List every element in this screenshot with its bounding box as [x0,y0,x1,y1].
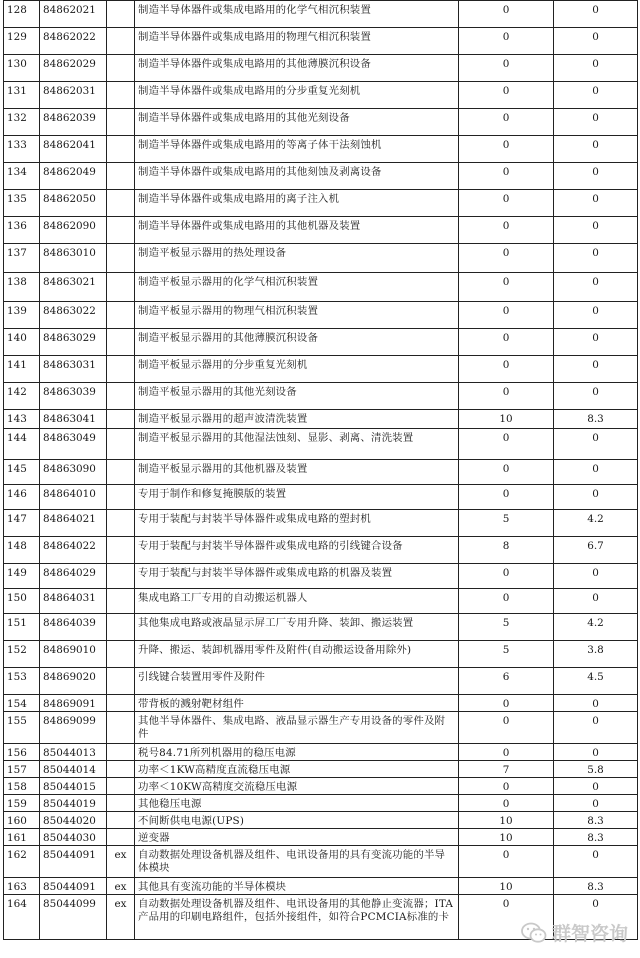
rate1-cell: 0 [459,895,554,940]
code-cell: 84863041 [40,410,107,429]
table-row [4,761,638,778]
code-cell: 84864039 [40,614,107,641]
ex-cell [107,1,135,28]
table-row [4,510,638,537]
ex-cell [107,55,135,82]
rate2-cell: 0 [554,190,638,217]
seq-cell: 128 [4,1,40,28]
ex-cell [107,429,135,460]
ex-cell [107,641,135,668]
code-cell: 84864021 [40,510,107,537]
ex-cell [107,589,135,614]
rate2-cell: 0 [554,55,638,82]
rate1-cell: 0 [459,55,554,82]
code-cell: 85044020 [40,812,107,829]
rate2-cell: 8.3 [554,829,638,846]
ex-cell [107,712,135,744]
code-cell: 84863022 [40,302,107,329]
description-cell: 逆变器 [135,829,459,846]
rate2-cell: 5.8 [554,761,638,778]
rate2-cell: 8.3 [554,410,638,429]
tariff-table-body [4,1,638,940]
description-cell: 制造平板显示器用的其他湿法蚀刻、显影、剥离、清洗装置 [135,429,459,460]
rate1-cell: 0 [459,778,554,795]
description-cell: 制造平板显示器用的物理气相沉积装置 [135,302,459,329]
description-cell: 制造半导体器件或集成电路用的分步重复光刻机 [135,82,459,109]
ex-cell [107,136,135,163]
code-cell: 84869020 [40,668,107,695]
seq-cell: 151 [4,614,40,641]
rate2-cell: 6.7 [554,537,638,564]
rate2-cell: 0 [554,589,638,614]
rate1-cell: 10 [459,410,554,429]
ex-cell [107,778,135,795]
rate2-cell: 0 [554,217,638,244]
ex-cell [107,460,135,485]
ex-cell [107,485,135,510]
table-row [4,302,638,329]
rate2-cell: 0 [554,712,638,744]
code-cell: 85044019 [40,795,107,812]
description-cell: 引线键合装置用零件及附件 [135,668,459,695]
description-cell: 制造平板显示器用的超声波清洗装置 [135,410,459,429]
rate2-cell: 0 [554,356,638,383]
description-cell: 制造半导体器件或集成电路用的离子注入机 [135,190,459,217]
rate2-cell: 0 [554,28,638,55]
seq-cell: 141 [4,356,40,383]
rate2-cell: 0 [554,136,638,163]
ex-cell [107,190,135,217]
seq-cell: 154 [4,695,40,712]
seq-cell: 147 [4,510,40,537]
rate2-cell: 0 [554,744,638,761]
code-cell: 84862090 [40,217,107,244]
seq-cell: 155 [4,712,40,744]
description-cell: 制造平板显示器用的其他机器及装置 [135,460,459,485]
rate2-cell: 0 [554,485,638,510]
table-row [4,878,638,895]
table-row [4,55,638,82]
description-cell: 其他半导体器件、集成电路、液晶显示器生产专用设备的零件及附件 [135,712,459,744]
description-cell: 其他具有变流功能的半导体模块 [135,878,459,895]
seq-cell: 153 [4,668,40,695]
table-row [4,190,638,217]
description-cell: 专用于装配与封装半导体器件或集成电路的引线键合设备 [135,537,459,564]
ex-cell [107,564,135,589]
table-row [4,589,638,614]
seq-cell: 143 [4,410,40,429]
seq-cell: 134 [4,163,40,190]
description-cell: 制造半导体器件或集成电路用的物理气相沉积装置 [135,28,459,55]
rate1-cell: 0 [459,485,554,510]
rate2-cell: 8.3 [554,812,638,829]
rate2-cell: 0 [554,329,638,356]
description-cell: 专用于装配与封装半导体器件或集成电路的塑封机 [135,510,459,537]
table-row [4,410,638,429]
seq-cell: 145 [4,460,40,485]
rate1-cell: 0 [459,28,554,55]
description-cell: 专用于装配与封装半导体器件或集成电路的机器及装置 [135,564,459,589]
ex-cell [107,244,135,273]
code-cell: 85044030 [40,829,107,846]
seq-cell: 144 [4,429,40,460]
rate1-cell: 0 [459,356,554,383]
rate2-cell: 0 [554,460,638,485]
table-row [4,846,638,878]
table-row [4,217,638,244]
seq-cell: 162 [4,846,40,878]
code-cell: 84864010 [40,485,107,510]
rate2-cell: 0 [554,163,638,190]
seq-cell: 160 [4,812,40,829]
rate1-cell: 0 [459,744,554,761]
code-cell: 84862041 [40,136,107,163]
seq-cell: 130 [4,55,40,82]
ex-cell [107,537,135,564]
rate2-cell: 4.2 [554,614,638,641]
code-cell: 84864031 [40,589,107,614]
rate1-cell: 5 [459,641,554,668]
ex-cell [107,510,135,537]
rate2-cell: 4.2 [554,510,638,537]
table-row [4,695,638,712]
code-cell: 84864022 [40,537,107,564]
rate1-cell: 0 [459,589,554,614]
rate1-cell: 0 [459,109,554,136]
wechat-icon [521,922,547,944]
table-row [4,537,638,564]
code-cell: 85044014 [40,761,107,778]
rate2-cell: 0 [554,302,638,329]
rate1-cell: 5 [459,614,554,641]
code-cell: 85044013 [40,744,107,761]
description-cell: 制造半导体器件或集成电路用的等离子体干法刻蚀机 [135,136,459,163]
watermark-text: 群智咨询 [551,923,628,945]
description-cell: 制造平板显示器用的化学气相沉积装置 [135,273,459,302]
description-cell: 集成电路工厂专用的自动搬运机器人 [135,589,459,614]
ex-cell [107,812,135,829]
tariff-table [3,0,638,940]
rate1-cell: 0 [459,217,554,244]
rate1-cell: 0 [459,82,554,109]
table-row [4,829,638,846]
ex-cell: ex [107,878,135,895]
rate1-cell: 0 [459,244,554,273]
table-row [4,356,638,383]
seq-cell: 157 [4,761,40,778]
description-cell: 制造平板显示器用的分步重复光刻机 [135,356,459,383]
seq-cell: 129 [4,28,40,55]
code-cell: 84863090 [40,460,107,485]
rate2-cell: 0 [554,564,638,589]
seq-cell: 148 [4,537,40,564]
table-row [4,383,638,410]
description-cell: 制造平板显示器用的热处理设备 [135,244,459,273]
rate2-cell: 0 [554,778,638,795]
rate1-cell: 0 [459,383,554,410]
rate1-cell: 0 [459,136,554,163]
seq-cell: 131 [4,82,40,109]
code-cell: 84862050 [40,190,107,217]
code-cell: 84862049 [40,163,107,190]
rate1-cell: 0 [459,429,554,460]
rate1-cell: 0 [459,795,554,812]
code-cell: 85044091 [40,846,107,878]
description-cell: 制造平板显示器用的其他光刻设备 [135,383,459,410]
seq-cell: 150 [4,589,40,614]
code-cell: 84864029 [40,564,107,589]
rate2-cell: 8.3 [554,878,638,895]
table-row [4,614,638,641]
rate1-cell: 5 [459,510,554,537]
ex-cell [107,383,135,410]
rate1-cell: 0 [459,695,554,712]
rate1-cell: 8 [459,537,554,564]
rate1-cell: 0 [459,163,554,190]
rate2-cell: 0 [554,795,638,812]
table-row [4,744,638,761]
ex-cell [107,695,135,712]
table-row [4,82,638,109]
rate2-cell: 3.8 [554,641,638,668]
rate1-cell: 7 [459,761,554,778]
seq-cell: 164 [4,895,40,940]
code-cell: 85044091 [40,878,107,895]
table-row [4,778,638,795]
table-row [4,163,638,190]
rate1-cell: 0 [459,273,554,302]
rate2-cell: 0 [554,695,638,712]
rate1-cell: 0 [459,302,554,329]
ex-cell [107,163,135,190]
rate1-cell: 0 [459,190,554,217]
description-cell: 制造半导体器件或集成电路用的其他光刻设备 [135,109,459,136]
table-row [4,429,638,460]
table-row [4,485,638,510]
seq-cell: 136 [4,217,40,244]
description-cell: 不间断供电电源(UPS) [135,812,459,829]
code-cell: 84869099 [40,712,107,744]
table-row [4,712,638,744]
rate1-cell: 0 [459,1,554,28]
table-row [4,329,638,356]
seq-cell: 163 [4,878,40,895]
rate2-cell: 0 [554,1,638,28]
ex-cell [107,668,135,695]
ex-cell: ex [107,895,135,940]
code-cell: 84863049 [40,429,107,460]
description-cell: 制造半导体器件或集成电路用的其他刻蚀及剥离设备 [135,163,459,190]
ex-cell [107,614,135,641]
description-cell: 功率＜10KW高精度交流稳压电源 [135,778,459,795]
ex-cell [107,82,135,109]
table-row [4,641,638,668]
rate1-cell: 10 [459,829,554,846]
ex-cell [107,217,135,244]
description-cell: 功率＜1KW高精度直流稳压电源 [135,761,459,778]
seq-cell: 161 [4,829,40,846]
seq-cell: 140 [4,329,40,356]
code-cell: 84862031 [40,82,107,109]
ex-cell [107,356,135,383]
description-cell: 带背板的溅射靶材组件 [135,695,459,712]
seq-cell: 146 [4,485,40,510]
code-cell: 85044015 [40,778,107,795]
seq-cell: 156 [4,744,40,761]
description-cell: 制造半导体器件或集成电路用的其他机器及装置 [135,217,459,244]
code-cell: 84863010 [40,244,107,273]
table-row [4,28,638,55]
rate2-cell: 0 [554,82,638,109]
code-cell: 85044099 [40,895,107,940]
ex-cell: ex [107,846,135,878]
seq-cell: 159 [4,795,40,812]
ex-cell [107,410,135,429]
description-cell: 制造半导体器件或集成电路用的化学气相沉积装置 [135,1,459,28]
rate2-cell: 0 [554,244,638,273]
rate1-cell: 0 [459,712,554,744]
code-cell: 84862022 [40,28,107,55]
seq-cell: 142 [4,383,40,410]
table-row [4,1,638,28]
ex-cell [107,329,135,356]
ex-cell [107,795,135,812]
table-row [4,812,638,829]
ex-cell [107,761,135,778]
rate1-cell: 10 [459,878,554,895]
watermark [521,919,628,946]
seq-cell: 133 [4,136,40,163]
code-cell: 84863031 [40,356,107,383]
ex-cell [107,109,135,136]
code-cell: 84863029 [40,329,107,356]
code-cell: 84862029 [40,55,107,82]
description-cell: 升降、搬运、装卸机器用零件及附件(自动搬运设备用除外) [135,641,459,668]
seq-cell: 132 [4,109,40,136]
table-row [4,564,638,589]
description-cell: 其他稳压电源 [135,795,459,812]
seq-cell: 138 [4,273,40,302]
code-cell: 84863039 [40,383,107,410]
table-row [4,795,638,812]
table-row [4,136,638,163]
code-cell: 84862039 [40,109,107,136]
ex-cell [107,744,135,761]
description-cell: 专用于制作和修复掩膜版的装置 [135,485,459,510]
seq-cell: 149 [4,564,40,589]
ex-cell [107,829,135,846]
rate1-cell: 10 [459,812,554,829]
table-row [4,244,638,273]
code-cell: 84862021 [40,1,107,28]
table-row [4,109,638,136]
table-row [4,460,638,485]
rate1-cell: 0 [459,846,554,878]
rate1-cell: 6 [459,668,554,695]
rate1-cell: 0 [459,329,554,356]
ex-cell [107,302,135,329]
description-cell: 自动数据处理设备机器及组件、电讯设备用的其他静止变流器；ITA产品用的印刷电路组件，包括外接组件，如符合PCMCIA标准的卡 [135,895,459,940]
table-row [4,273,638,302]
rate2-cell: 0 [554,895,638,940]
ex-cell [107,273,135,302]
rate2-cell: 0 [554,383,638,410]
seq-cell: 137 [4,244,40,273]
rate2-cell: 0 [554,846,638,878]
description-cell: 制造半导体器件或集成电路用的其他薄膜沉积设备 [135,55,459,82]
seq-cell: 158 [4,778,40,795]
rate1-cell: 0 [459,460,554,485]
code-cell: 84869091 [40,695,107,712]
description-cell: 税号84.71所列机器用的稳压电源 [135,744,459,761]
rate1-cell: 0 [459,564,554,589]
seq-cell: 152 [4,641,40,668]
table-row [4,668,638,695]
rate2-cell: 0 [554,273,638,302]
code-cell: 84869010 [40,641,107,668]
rate2-cell: 4.5 [554,668,638,695]
rate2-cell: 0 [554,429,638,460]
description-cell: 其他集成电路或液晶显示屏工厂专用升降、装卸、搬运装置 [135,614,459,641]
code-cell: 84863021 [40,273,107,302]
ex-cell [107,28,135,55]
seq-cell: 135 [4,190,40,217]
description-cell: 制造平板显示器用的其他薄膜沉积设备 [135,329,459,356]
rate2-cell: 0 [554,109,638,136]
seq-cell: 139 [4,302,40,329]
description-cell: 自动数据处理设备机器及组件、电讯设备用的具有变流功能的半导体模块 [135,846,459,878]
